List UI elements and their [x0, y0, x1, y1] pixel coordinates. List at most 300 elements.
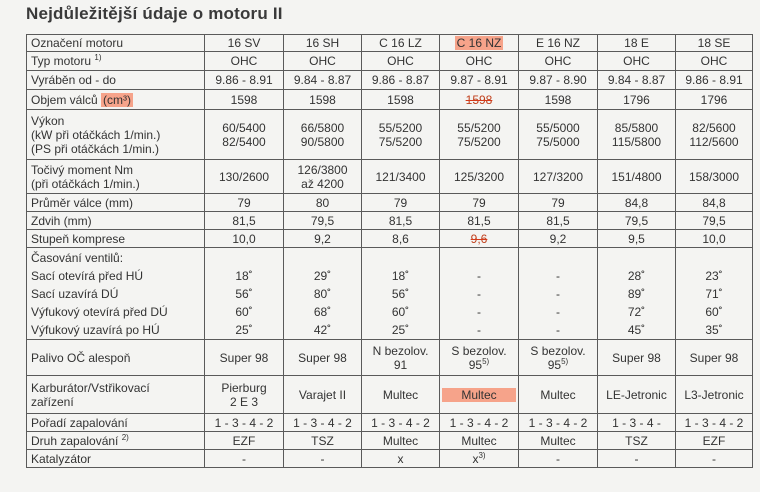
power-ps: 75/5200 [457, 134, 501, 149]
row-label [27, 160, 205, 194]
value-cell [676, 376, 753, 414]
exhaust-open-value: 68˚ [313, 304, 332, 319]
value-cell [440, 160, 519, 194]
spacer [521, 249, 595, 267]
value-cell [598, 230, 676, 248]
value-text: 79 [472, 195, 486, 210]
value-cell [362, 110, 440, 160]
intake-close-value: 56˚ [391, 286, 410, 301]
row-label-line: (při otáčkách 1/min.) [31, 176, 140, 191]
row-label-line: Stupeň komprese [31, 231, 126, 246]
engine-header-cell [205, 35, 284, 52]
value-text: OHC [465, 54, 493, 68]
value-text: 9.84 - 8.87 [607, 73, 666, 87]
footnote-mark: 3) [478, 450, 486, 460]
power-kw: 55/5200 [378, 120, 423, 135]
value-text: 9.87 - 8.91 [450, 73, 508, 87]
value-cell [205, 110, 284, 160]
value-cell [284, 432, 362, 450]
value-text: 1598 [387, 92, 414, 107]
value-text: OHC [387, 54, 414, 68]
engine-header-cell [440, 35, 519, 52]
value-text: 10,0 [232, 231, 256, 246]
value-cell [205, 450, 284, 468]
fuel-line1: Super 98 [219, 350, 269, 365]
carb-value: Multec [540, 387, 576, 402]
value-text: 9,2 [314, 231, 331, 246]
row-label-line: Časování ventilů: [31, 250, 124, 265]
power-ps: 90/5800 [300, 134, 345, 149]
value-cell [598, 90, 676, 110]
power-kw: 55/5200 [457, 120, 501, 135]
engine-header-cell [519, 35, 598, 52]
intake-open-value: 18˚ [235, 268, 253, 283]
row-label-line: Vyráběn od - do [31, 73, 116, 87]
exhaust-close-value: - [556, 322, 560, 337]
value-text: - [242, 451, 246, 466]
value-cell [205, 376, 284, 414]
value-cell [598, 340, 676, 376]
carb-value: Pierburg [221, 380, 267, 395]
value-cell [284, 340, 362, 376]
table-row [27, 52, 753, 71]
row-label [27, 52, 205, 71]
torque-value: 130/2600 [218, 169, 270, 184]
exhaust-close-value: 35˚ [705, 322, 723, 337]
power-ps: 82/5400 [222, 134, 266, 149]
value-cell [519, 450, 598, 468]
power-kw: 66/5800 [300, 120, 345, 135]
exhaust-open-value: 72˚ [627, 304, 646, 319]
spacer [286, 249, 359, 267]
value-cell [440, 450, 519, 468]
value-cell [440, 90, 519, 110]
value-cell [519, 432, 598, 450]
value-cell [284, 160, 362, 194]
value-text: 9.84 - 8.87 [293, 73, 352, 87]
value-cell [362, 450, 440, 468]
value-text: 1 - 3 - 4 - 2 [449, 415, 509, 430]
value-text: Multec [382, 433, 419, 448]
row-label-line: Sací otevírá před HÚ [31, 268, 144, 283]
value-cell [284, 248, 362, 340]
value-cell [205, 432, 284, 450]
value-cell [598, 450, 676, 468]
fuel-line1: S bezolov. [451, 343, 507, 358]
value-text: 81,5 [467, 213, 491, 228]
value-cell [598, 376, 676, 414]
row-label [27, 340, 205, 376]
value-cell [440, 194, 519, 212]
engine-header-cell [284, 35, 362, 52]
torque-value: 121/3400 [375, 169, 426, 184]
value-cell [519, 212, 598, 230]
spacer [207, 249, 281, 267]
fuel-line1: S bezolov. [530, 343, 586, 358]
power-kw: 82/5600 [692, 120, 736, 135]
table-row [27, 414, 753, 432]
engine-name: 16 SH [305, 36, 340, 50]
value-cell [205, 52, 284, 71]
value-text: 79,5 [624, 213, 649, 228]
value-cell [440, 432, 519, 450]
value-cell [362, 194, 440, 212]
value-text: 81,5 [546, 213, 570, 228]
value-cell [440, 340, 519, 376]
value-cell [598, 71, 676, 90]
footnote-mark: 5) [561, 356, 569, 366]
torque-value: 151/4800 [611, 169, 662, 184]
value-text: 1 - 3 - 4 - 2 [214, 415, 274, 430]
value-text: - [712, 451, 716, 466]
value-text: OHC [700, 54, 728, 68]
value-cell [205, 248, 284, 340]
value-text: 9.86 - 8.91 [685, 73, 743, 87]
value-cell [284, 376, 362, 414]
row-label [27, 212, 205, 230]
table-row [27, 90, 753, 110]
value-text: OHC [309, 54, 336, 68]
table-row [27, 71, 753, 90]
value-text: 84,8 [624, 195, 649, 210]
row-label-line: Pořadí zapalování [31, 415, 128, 430]
engine-name: 16 SV [227, 36, 261, 50]
value-cell [284, 110, 362, 160]
value-cell [598, 52, 676, 71]
value-text: 1796 [623, 92, 650, 107]
engine-name: C 16 LZ [379, 36, 422, 50]
value-cell [284, 212, 362, 230]
exhaust-close-value: 25˚ [235, 322, 253, 337]
value-cell [676, 194, 753, 212]
value-cell [284, 194, 362, 212]
table-row [27, 194, 753, 212]
value-cell [440, 110, 519, 160]
row-label-line: Označení motoru [31, 36, 124, 50]
row-label-line: Výfukový otevírá před DÚ [31, 304, 168, 319]
value-text: OHC [230, 54, 258, 68]
value-cell [205, 212, 284, 230]
value-cell [362, 230, 440, 248]
power-kw: 55/5000 [536, 120, 580, 135]
value-text: x [397, 451, 404, 466]
exhaust-open-value: - [556, 304, 560, 319]
value-cell [284, 230, 362, 248]
value-cell [598, 414, 676, 432]
value-cell [676, 414, 753, 432]
table-row [27, 230, 753, 248]
table-row [27, 248, 753, 340]
value-cell [519, 160, 598, 194]
value-cell [440, 248, 519, 340]
value-cell [676, 110, 753, 160]
value-text: 1598 [465, 92, 493, 107]
fuel-line1: Super 98 [689, 350, 739, 365]
row-label-line: Výkon [31, 113, 65, 128]
row-label [27, 194, 205, 212]
value-cell [676, 160, 753, 194]
exhaust-open-value: 60˚ [705, 304, 723, 319]
engine-name: 18 E [624, 36, 649, 50]
table-row [27, 35, 753, 52]
value-text: 79 [551, 195, 565, 210]
footnote-mark: 1) [94, 53, 102, 62]
spacer [442, 249, 516, 267]
intake-close-value: 80˚ [313, 286, 332, 301]
power-ps: 112/5600 [689, 134, 739, 149]
value-cell [205, 160, 284, 194]
intake-close-value: 89˚ [627, 286, 646, 301]
intake-open-value: 18˚ [391, 268, 410, 283]
value-cell [519, 414, 598, 432]
value-text: OHC [623, 54, 650, 68]
value-cell [205, 90, 284, 110]
row-label [27, 110, 205, 160]
table-row [27, 340, 753, 376]
row-label-line: Typ motoru [31, 54, 92, 68]
fuel-line1: N bezolov. [372, 343, 429, 358]
value-text: Multec [461, 433, 497, 448]
row-label [27, 90, 205, 110]
value-text: 1 - 3 - 4 - 2 [528, 415, 588, 430]
row-label [27, 376, 205, 414]
value-cell [362, 71, 440, 90]
power-ps: 75/5000 [536, 134, 580, 149]
table-row [27, 376, 753, 414]
engine-name: C 16 NZ [456, 36, 502, 50]
power-kw: 85/5800 [614, 120, 659, 135]
value-text: 1 - 3 - 4 - [612, 415, 661, 430]
value-cell [284, 52, 362, 71]
value-cell [676, 71, 753, 90]
exhaust-open-value: - [477, 304, 481, 319]
value-cell [519, 90, 598, 110]
value-text: 79 [393, 195, 408, 210]
value-cell [598, 248, 676, 340]
value-cell [362, 52, 440, 71]
row-label [27, 450, 205, 468]
row-label-line: Výfukový uzavírá po HÚ [31, 322, 160, 337]
row-label-line: Sací uzavírá DÚ [31, 286, 119, 301]
carb-value: Multec [382, 387, 419, 402]
row-label-line: Palivo OČ alespoň [31, 350, 131, 365]
exhaust-close-value: 42˚ [313, 322, 332, 337]
value-cell [362, 248, 440, 340]
intake-open-value: 23˚ [705, 268, 723, 283]
carb-value: Varajet II [298, 387, 347, 402]
fuel-line1: Super 98 [612, 350, 661, 365]
value-cell [676, 230, 753, 248]
power-ps: 75/5200 [378, 134, 423, 149]
row-label-line: zařízení [31, 394, 74, 409]
carb-extra: 2 E 3 [229, 394, 259, 409]
row-label [27, 71, 205, 90]
value-cell [676, 432, 753, 450]
value-cell [676, 90, 753, 110]
value-text: 80 [315, 195, 330, 210]
value-cell [440, 376, 519, 414]
row-label [27, 230, 205, 248]
value-text: 84,8 [702, 195, 726, 210]
value-cell [440, 230, 519, 248]
power-kw: 60/5400 [222, 120, 266, 135]
footnote-mark: 2) [121, 432, 129, 442]
torque-value: 158/3000 [688, 169, 740, 184]
value-cell [362, 340, 440, 376]
value-cell [284, 90, 362, 110]
intake-open-value: - [556, 268, 560, 283]
spacer [364, 249, 437, 267]
value-text: 81,5 [388, 213, 413, 228]
value-text: - [320, 451, 325, 466]
value-text: 1598 [544, 92, 572, 107]
table-row [27, 160, 753, 194]
fuel-line2: 95$^{5)}$ [468, 356, 490, 372]
torque-extra: až 4200 [301, 176, 344, 191]
exhaust-close-value: 25˚ [391, 322, 410, 337]
value-cell [362, 376, 440, 414]
value-cell [440, 52, 519, 71]
table-row [27, 450, 753, 468]
value-cell [284, 71, 362, 90]
intake-close-value: 71˚ [705, 286, 723, 301]
row-label-line: (PS při otáčkách 1/min.) [31, 141, 160, 156]
value-text: 79,5 [702, 213, 726, 228]
value-cell [519, 340, 598, 376]
engine-header-cell [362, 35, 440, 52]
value-cell [284, 414, 362, 432]
value-cell [676, 340, 753, 376]
value-text: EZF [702, 433, 726, 448]
value-text: 79 [237, 195, 251, 210]
engine-header-cell [598, 35, 676, 52]
value-cell [205, 340, 284, 376]
power-ps: 115/5800 [611, 134, 662, 149]
value-cell [205, 71, 284, 90]
value-text: 1 - 3 - 4 - 2 [684, 415, 744, 430]
page-title: Nejdůležitější údaje o motoru II [26, 4, 283, 23]
value-text: 9,6 [470, 231, 488, 246]
row-label-line: Průměr válce (mm) [31, 195, 134, 210]
value-cell [205, 414, 284, 432]
torque-value: 125/3200 [453, 169, 505, 184]
unit-highlight: (cm³) [103, 92, 132, 107]
row-label-line: Karburátor/Vstřikovací [31, 380, 150, 395]
value-text: 9.86 - 8.87 [371, 73, 430, 87]
carb-value: Multec [442, 388, 516, 402]
fuel-line2: 95$^{5)}$ [547, 356, 569, 372]
value-text: TSZ [311, 433, 334, 448]
engine-name: E 16 NZ [535, 36, 580, 50]
intake-open-value: 29˚ [313, 268, 332, 283]
row-label [27, 432, 205, 450]
value-cell [205, 230, 284, 248]
row-label [27, 248, 205, 340]
row-label-line: Druh zapalování [31, 433, 119, 448]
exhaust-open-value: 60˚ [235, 304, 253, 319]
row-label [27, 35, 205, 52]
value-cell [519, 52, 598, 71]
value-cell [362, 160, 440, 194]
exhaust-open-value: 60˚ [391, 304, 410, 319]
value-cell [440, 212, 519, 230]
value-text: 9.87 - 8.90 [529, 73, 587, 87]
value-cell [362, 432, 440, 450]
value-text: 9,5 [628, 231, 645, 246]
value-text: Multec [540, 433, 576, 448]
value-text: 1796 [700, 92, 728, 107]
row-label-line: (kW při otáčkách 1/min.) [31, 127, 161, 142]
engine-name: 18 SE [697, 36, 731, 50]
value-cell [519, 194, 598, 212]
intake-close-value: 56˚ [235, 286, 253, 301]
value-cell [519, 71, 598, 90]
value-cell [362, 212, 440, 230]
table-row [27, 110, 753, 160]
fuel-line2: 91 [393, 357, 408, 372]
value-cell [519, 248, 598, 340]
engine-header-cell [676, 35, 753, 52]
value-cell [362, 90, 440, 110]
intake-open-value: 28˚ [627, 268, 646, 283]
value-cell [519, 110, 598, 160]
value-cell [598, 194, 676, 212]
intake-close-value: - [556, 286, 560, 301]
value-cell [284, 450, 362, 468]
value-cell [440, 414, 519, 432]
value-cell [598, 432, 676, 450]
fuel-line1: Super 98 [298, 350, 347, 365]
value-text: EZF [232, 433, 256, 448]
value-cell [362, 414, 440, 432]
engine-spec-table [26, 34, 753, 468]
value-text: 8,6 [392, 231, 409, 246]
value-text: 9,2 [549, 231, 567, 246]
value-cell [598, 110, 676, 160]
table-row [27, 432, 753, 450]
footnote-mark: 5) [482, 356, 490, 366]
row-label-line: Katalyzátor [31, 451, 92, 466]
intake-open-value: - [477, 268, 481, 283]
value-text: 10,0 [702, 231, 726, 246]
value-cell [676, 450, 753, 468]
torque-value: 127/3200 [532, 169, 584, 184]
exhaust-close-value: - [477, 322, 481, 337]
value-cell [440, 71, 519, 90]
value-text: x [472, 451, 479, 466]
value-cell [519, 376, 598, 414]
row-label-line: Objem válců [31, 92, 98, 107]
torque-value: 126/3800 [297, 162, 348, 177]
value-text: - [634, 451, 639, 466]
value-cell [676, 248, 753, 340]
value-text: 81,5 [232, 213, 256, 228]
value-cell [205, 194, 284, 212]
table-row [27, 212, 753, 230]
value-text: 1 - 3 - 4 - 2 [371, 415, 430, 430]
row-label [27, 414, 205, 432]
value-cell [519, 230, 598, 248]
value-text: 1 - 3 - 4 - 2 [293, 415, 352, 430]
carb-value: L3-Jetronic [684, 387, 744, 402]
value-cell [676, 52, 753, 71]
value-cell [598, 160, 676, 194]
spacer [678, 249, 750, 267]
spacer [600, 249, 673, 267]
exhaust-close-value: 45˚ [627, 322, 646, 337]
value-cell [676, 212, 753, 230]
value-text: - [556, 451, 560, 466]
